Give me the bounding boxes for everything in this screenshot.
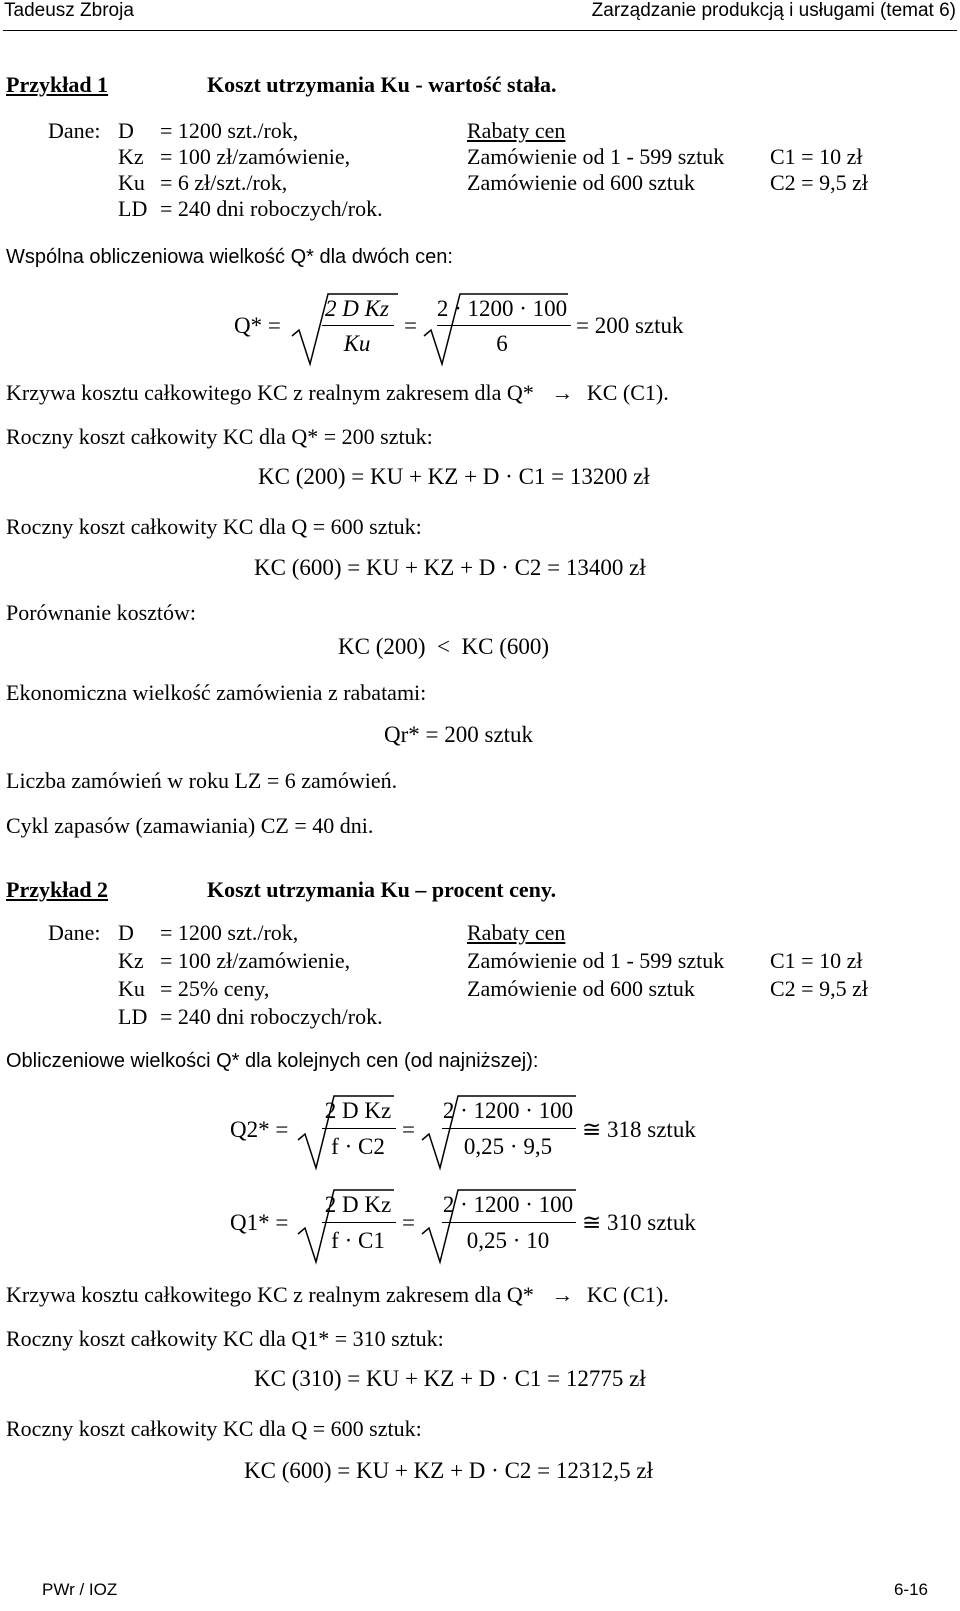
arrow-right-icon: → bbox=[551, 380, 574, 405]
example1-title: Koszt utrzymania Ku - wartość stała. bbox=[207, 72, 557, 97]
formula-den: Ku bbox=[343, 331, 371, 356]
given-sym: Kz bbox=[118, 144, 144, 169]
formula-den: 0,25 · 10 bbox=[466, 1228, 550, 1253]
discount-price: C1 = 10 zł bbox=[770, 948, 863, 973]
formula-eq: = bbox=[402, 1210, 415, 1235]
formula-eq: = bbox=[402, 1117, 415, 1142]
formula-lhs: Q* = bbox=[234, 313, 281, 338]
fraction-bar bbox=[322, 1128, 396, 1129]
formula-num: 2 D Kz bbox=[325, 296, 389, 321]
given-sym: LD bbox=[118, 196, 148, 221]
comparison-label: Porównanie kosztów: bbox=[6, 600, 197, 625]
given-value: = 240 dni roboczych/rok. bbox=[160, 196, 383, 221]
formula-lhs: Q2* = bbox=[230, 1117, 289, 1142]
given-sym: D bbox=[118, 118, 134, 143]
given-sym: Kz bbox=[118, 948, 144, 973]
formula-num: 2 D Kz bbox=[324, 1098, 392, 1123]
discount-range: Zamówienie od 1 - 599 sztuk bbox=[467, 144, 725, 169]
example2-label: Przykład 2 bbox=[6, 877, 109, 902]
discount-range: Zamówienie od 1 - 599 sztuk bbox=[467, 948, 725, 973]
formula-num: 2 D Kz bbox=[324, 1192, 392, 1217]
arrow-right-icon: → bbox=[551, 1282, 574, 1307]
comparison-formula: KC (200) < KC (600) bbox=[338, 634, 550, 659]
formula-den: f · C1 bbox=[331, 1228, 385, 1253]
formula-eq: = bbox=[404, 313, 417, 338]
formula-num: 2 · 1200 · 100 bbox=[442, 1098, 574, 1123]
discounts-title: Rabaty cen bbox=[467, 920, 566, 945]
footer-left: PWr / IOZ bbox=[42, 1580, 118, 1599]
given-value: = 25% ceny, bbox=[160, 976, 270, 1001]
page-number: 6-16 bbox=[893, 1580, 928, 1599]
given-sym: LD bbox=[118, 1004, 148, 1029]
formula-result: = 200 sztuk bbox=[576, 313, 684, 338]
curve-note-text: Krzywa kosztu całkowitego KC z realnym zakresem dla Q* bbox=[6, 380, 534, 405]
given-value: = 100 zł/zamówienie, bbox=[160, 144, 351, 169]
given-value: = 100 zł/zamówienie, bbox=[160, 948, 351, 973]
formula-result: ≅ 310 sztuk bbox=[582, 1210, 696, 1235]
curve-target: KC (C1). bbox=[586, 380, 669, 405]
discount-range: Zamówienie od 600 sztuk bbox=[467, 976, 695, 1001]
given-value: = 1200 szt./rok, bbox=[160, 920, 299, 945]
example2-title: Koszt utrzymania Ku – procent ceny. bbox=[207, 877, 557, 902]
given-value: = 240 dni roboczych/rok. bbox=[160, 1004, 383, 1029]
annual-cost-310-label: Roczny koszt całkowity KC dla Q1* = 310 sztuk: bbox=[6, 1326, 444, 1351]
formula-den: 0,25 · 9,5 bbox=[463, 1134, 553, 1159]
annual-cost-600-label: Roczny koszt całkowity KC dla Q = 600 sztuk: bbox=[6, 514, 422, 539]
curve-note bbox=[6, 1282, 669, 1308]
header-author: Tadeusz Zbroja bbox=[4, 0, 134, 21]
eoq-formula: Qr* = 200 sztuk bbox=[384, 722, 534, 747]
example1-label: Przykład 1 bbox=[6, 72, 109, 97]
common-q-label: Wspólna obliczeniowa wielkość Q* dla dwóch cen: bbox=[6, 246, 453, 268]
discount-range: Zamówienie od 600 sztuk bbox=[467, 170, 695, 195]
given-sym: Ku bbox=[118, 170, 145, 195]
discount-price: C2 = 9,5 zł bbox=[770, 170, 868, 195]
curve-note bbox=[6, 380, 669, 406]
fraction-bar bbox=[442, 1222, 576, 1223]
formula-den: 6 bbox=[496, 331, 508, 356]
fraction-bar bbox=[437, 325, 571, 326]
formula-num: 2 · 1200 · 100 bbox=[442, 1192, 574, 1217]
fraction-bar bbox=[322, 1222, 396, 1223]
annual-cost-310-formula: KC (310) = KU + KZ + D · C1 = 12775 zł bbox=[254, 1366, 646, 1391]
formula-den: f · C2 bbox=[331, 1134, 385, 1159]
formula-num: 2 · 1200 · 100 bbox=[436, 296, 568, 321]
annual-cost-600-label: Roczny koszt całkowity KC dla Q = 600 sztuk: bbox=[6, 1416, 422, 1441]
eoq-label: Ekonomiczna wielkość zamówienia z rabatami: bbox=[6, 680, 427, 705]
orders-count: Liczba zamówień w roku LZ = 6 zamówień. bbox=[6, 768, 398, 793]
header-rule bbox=[3, 30, 957, 31]
fraction-bar bbox=[322, 325, 394, 326]
given-sym: D bbox=[118, 920, 134, 945]
annual-cost-200-label: Roczny koszt całkowity KC dla Q* = 200 sztuk: bbox=[6, 424, 433, 449]
given-value: = 1200 szt./rok, bbox=[160, 118, 299, 143]
calc-q-label: Obliczeniowe wielkości Q* dla kolejnych cen (od najniższej): bbox=[6, 1050, 539, 1072]
discounts-title: Rabaty cen bbox=[467, 118, 566, 143]
curve-target: KC (C1). bbox=[586, 1282, 669, 1307]
formula-lhs: Q1* = bbox=[230, 1210, 289, 1235]
annual-cost-600-formula: KC (600) = KU + KZ + D · C2 = 13400 zł bbox=[254, 555, 646, 580]
annual-cost-200-formula: KC (200) = KU + KZ + D · C1 = 13200 zł bbox=[258, 464, 650, 489]
header-course: Zarządzanie produkcją i usługami (temat 6) bbox=[591, 0, 956, 21]
formula-result: ≅ 318 sztuk bbox=[582, 1117, 696, 1142]
given-value: = 6 zł/szt./rok, bbox=[160, 170, 288, 195]
fraction-bar bbox=[442, 1128, 576, 1129]
curve-note-text: Krzywa kosztu całkowitego KC z realnym zakresem dla Q* bbox=[6, 1282, 534, 1307]
annual-cost-600-formula: KC (600) = KU + KZ + D · C2 = 12312,5 zł bbox=[244, 1458, 653, 1483]
given-label: Dane: bbox=[48, 920, 101, 945]
inventory-cycle: Cykl zapasów (zamawiania) CZ = 40 dni. bbox=[6, 813, 374, 838]
discount-price: C2 = 9,5 zł bbox=[770, 976, 868, 1001]
discount-price: C1 = 10 zł bbox=[770, 144, 863, 169]
given-sym: Ku bbox=[118, 976, 145, 1001]
given-label: Dane: bbox=[48, 118, 101, 143]
